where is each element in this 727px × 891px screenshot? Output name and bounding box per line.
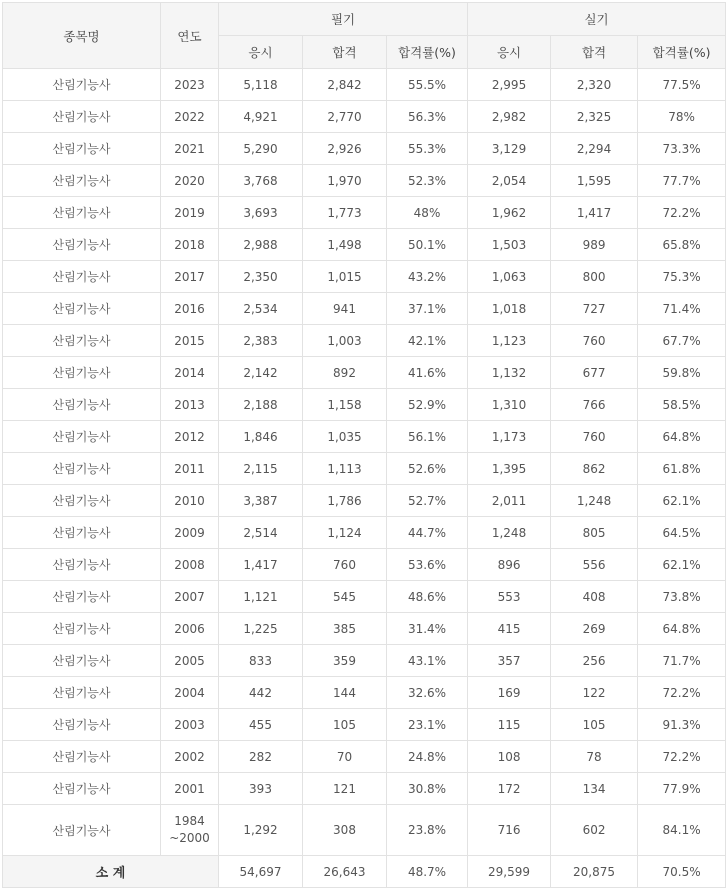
cell-written-rate: 52.9%	[387, 389, 468, 421]
cell-written-passed: 760	[303, 549, 387, 581]
cell-year: 2008	[161, 549, 219, 581]
cell-written-passed: 1,786	[303, 485, 387, 517]
cell-practical-passed: 105	[551, 709, 638, 741]
total-practical-passed: 20,875	[551, 856, 638, 888]
cell-written-applicants: 2,188	[219, 389, 303, 421]
cell-written-rate: 56.3%	[387, 101, 468, 133]
cell-year: 2023	[161, 69, 219, 101]
cell-written-applicants: 2,988	[219, 229, 303, 261]
table-row	[3, 677, 726, 709]
table-row	[3, 261, 726, 293]
table-row	[3, 485, 726, 517]
cell-year: 2010	[161, 485, 219, 517]
cell-practical-rate: 64.8%	[638, 421, 726, 453]
cell-written-passed: 1,124	[303, 517, 387, 549]
cell-year	[161, 805, 219, 856]
cell-written-applicants: 1,225	[219, 613, 303, 645]
cell-name: 산림기능사	[3, 389, 161, 421]
cell-practical-passed: 805	[551, 517, 638, 549]
cell-year: 2002	[161, 741, 219, 773]
cell-practical-rate: 73.3%	[638, 133, 726, 165]
cell-written-passed: 1,970	[303, 165, 387, 197]
total-practical-applicants: 29,599	[468, 856, 551, 888]
cell-written-applicants: 393	[219, 773, 303, 805]
cell-written-rate: 55.3%	[387, 133, 468, 165]
table-row	[3, 517, 726, 549]
cell-practical-rate: 64.8%	[638, 613, 726, 645]
cell-practical-passed: 602	[551, 805, 638, 856]
cell-practical-passed: 989	[551, 229, 638, 261]
cell-written-applicants: 833	[219, 645, 303, 677]
table-row	[3, 165, 726, 197]
cell-practical-applicants: 172	[468, 773, 551, 805]
cell-year: 2017	[161, 261, 219, 293]
table-row	[3, 389, 726, 421]
cell-written-passed: 2,842	[303, 69, 387, 101]
table-header	[3, 3, 726, 69]
cell-practical-applicants: 2,982	[468, 101, 551, 133]
table-row	[3, 613, 726, 645]
header-year: 연도	[161, 3, 219, 69]
total-label: 소 계	[3, 856, 219, 888]
cell-practical-applicants: 357	[468, 645, 551, 677]
cell-name: 산림기능사	[3, 229, 161, 261]
cell-written-rate: 32.6%	[387, 677, 468, 709]
cell-name: 산림기능사	[3, 293, 161, 325]
cell-name: 산림기능사	[3, 613, 161, 645]
cell-written-applicants: 3,693	[219, 197, 303, 229]
cell-written-applicants: 1,292	[219, 805, 303, 856]
cell-year: 2001	[161, 773, 219, 805]
cell-year: 2014	[161, 357, 219, 389]
cell-name: 산림기능사	[3, 197, 161, 229]
header-practical-passed: 합격	[551, 36, 638, 69]
cell-practical-applicants: 1,132	[468, 357, 551, 389]
table-row	[3, 325, 726, 357]
cell-practical-applicants: 115	[468, 709, 551, 741]
cell-practical-rate: 72.2%	[638, 197, 726, 229]
cell-year: 2015	[161, 325, 219, 357]
cell-practical-rate: 75.3%	[638, 261, 726, 293]
cell-written-applicants: 2,534	[219, 293, 303, 325]
cell-written-applicants: 2,514	[219, 517, 303, 549]
cell-practical-applicants: 2,011	[468, 485, 551, 517]
cell-written-applicants: 2,383	[219, 325, 303, 357]
cell-written-passed: 359	[303, 645, 387, 677]
cell-name: 산림기능사	[3, 741, 161, 773]
total-written-rate: 48.7%	[387, 856, 468, 888]
cell-practical-rate: 77.9%	[638, 773, 726, 805]
header-name: 종목명	[3, 3, 161, 69]
cell-written-passed: 941	[303, 293, 387, 325]
cell-practical-rate: 62.1%	[638, 485, 726, 517]
cell-practical-rate: 62.1%	[638, 549, 726, 581]
header-practical-rate: 합격률(%)	[638, 36, 726, 69]
cell-name: 산림기능사	[3, 69, 161, 101]
cell-practical-applicants: 3,129	[468, 133, 551, 165]
cell-practical-rate: 71.7%	[638, 645, 726, 677]
cell-practical-passed: 408	[551, 581, 638, 613]
cell-practical-passed: 269	[551, 613, 638, 645]
table-footer	[3, 856, 726, 888]
cell-practical-passed: 760	[551, 325, 638, 357]
cell-practical-rate: 72.2%	[638, 741, 726, 773]
cell-practical-applicants: 1,248	[468, 517, 551, 549]
cell-practical-passed: 256	[551, 645, 638, 677]
cell-written-rate: 48.6%	[387, 581, 468, 613]
cell-practical-applicants: 1,173	[468, 421, 551, 453]
cell-written-rate: 43.2%	[387, 261, 468, 293]
cell-written-rate: 30.8%	[387, 773, 468, 805]
cell-name: 산림기능사	[3, 325, 161, 357]
cell-practical-passed: 1,248	[551, 485, 638, 517]
cell-practical-rate: 61.8%	[638, 453, 726, 485]
cell-year: 2019	[161, 197, 219, 229]
table-body	[3, 69, 726, 856]
cell-name: 산림기능사	[3, 581, 161, 613]
cell-practical-applicants: 896	[468, 549, 551, 581]
total-written-applicants: 54,697	[219, 856, 303, 888]
cell-name: 산림기능사	[3, 517, 161, 549]
total-practical-rate: 70.5%	[638, 856, 726, 888]
cell-year: 2003	[161, 709, 219, 741]
cell-written-rate: 37.1%	[387, 293, 468, 325]
cell-practical-rate: 78%	[638, 101, 726, 133]
cell-written-passed: 105	[303, 709, 387, 741]
cell-written-applicants: 4,921	[219, 101, 303, 133]
cell-written-rate: 52.3%	[387, 165, 468, 197]
cell-practical-applicants: 1,503	[468, 229, 551, 261]
cell-practical-applicants: 1,310	[468, 389, 551, 421]
cell-written-applicants: 1,417	[219, 549, 303, 581]
statistics-table-container	[2, 2, 725, 888]
cell-name: 산림기능사	[3, 421, 161, 453]
table-row	[3, 133, 726, 165]
cell-practical-rate: 77.7%	[638, 165, 726, 197]
cell-written-passed: 545	[303, 581, 387, 613]
cell-written-passed: 70	[303, 741, 387, 773]
cell-written-rate: 23.8%	[387, 805, 468, 856]
cell-practical-passed: 760	[551, 421, 638, 453]
cell-name: 산림기능사	[3, 645, 161, 677]
cell-written-passed: 385	[303, 613, 387, 645]
cell-practical-passed: 677	[551, 357, 638, 389]
table-row	[3, 773, 726, 805]
cell-written-rate: 44.7%	[387, 517, 468, 549]
cell-written-rate: 24.8%	[387, 741, 468, 773]
cell-practical-applicants: 1,018	[468, 293, 551, 325]
cell-written-passed: 1,003	[303, 325, 387, 357]
cell-written-rate: 52.7%	[387, 485, 468, 517]
cell-practical-passed: 766	[551, 389, 638, 421]
table-row	[3, 293, 726, 325]
cell-written-rate: 41.6%	[387, 357, 468, 389]
cell-practical-applicants: 1,063	[468, 261, 551, 293]
cell-practical-passed: 727	[551, 293, 638, 325]
cell-practical-rate: 77.5%	[638, 69, 726, 101]
cell-year: 2005	[161, 645, 219, 677]
cell-practical-applicants: 716	[468, 805, 551, 856]
cell-practical-rate: 91.3%	[638, 709, 726, 741]
cell-practical-applicants: 108	[468, 741, 551, 773]
cell-practical-passed: 2,320	[551, 69, 638, 101]
cell-year: 2007	[161, 581, 219, 613]
cell-year: 2016	[161, 293, 219, 325]
table-row	[3, 645, 726, 677]
cell-year: 2013	[161, 389, 219, 421]
cell-written-passed: 892	[303, 357, 387, 389]
cell-practical-passed: 800	[551, 261, 638, 293]
table-row	[3, 421, 726, 453]
year-range-end: ~2000	[169, 831, 210, 845]
cell-written-applicants: 3,768	[219, 165, 303, 197]
cell-written-rate: 42.1%	[387, 325, 468, 357]
table-row	[3, 357, 726, 389]
cell-year: 2009	[161, 517, 219, 549]
cell-written-applicants: 282	[219, 741, 303, 773]
cell-written-passed: 2,770	[303, 101, 387, 133]
cell-practical-passed: 2,325	[551, 101, 638, 133]
cell-name: 산림기능사	[3, 165, 161, 197]
cell-written-passed: 1,773	[303, 197, 387, 229]
cell-name: 산림기능사	[3, 101, 161, 133]
cell-written-rate: 48%	[387, 197, 468, 229]
cell-name: 산림기능사	[3, 805, 161, 856]
cell-practical-passed: 134	[551, 773, 638, 805]
cell-practical-passed: 1,417	[551, 197, 638, 229]
pass-rate-table	[2, 2, 726, 888]
cell-year: 2022	[161, 101, 219, 133]
table-row	[3, 741, 726, 773]
cell-written-applicants: 2,115	[219, 453, 303, 485]
cell-practical-rate: 59.8%	[638, 357, 726, 389]
cell-written-rate: 53.6%	[387, 549, 468, 581]
cell-name: 산림기능사	[3, 549, 161, 581]
table-row	[3, 805, 726, 856]
cell-practical-applicants: 169	[468, 677, 551, 709]
cell-practical-rate: 71.4%	[638, 293, 726, 325]
cell-name: 산림기능사	[3, 453, 161, 485]
cell-name: 산림기능사	[3, 261, 161, 293]
table-row	[3, 453, 726, 485]
cell-year: 2021	[161, 133, 219, 165]
cell-practical-rate: 72.2%	[638, 677, 726, 709]
cell-year: 2018	[161, 229, 219, 261]
cell-name: 산림기능사	[3, 773, 161, 805]
cell-name: 산림기능사	[3, 485, 161, 517]
cell-practical-applicants: 1,395	[468, 453, 551, 485]
cell-name: 산림기능사	[3, 357, 161, 389]
cell-year: 2006	[161, 613, 219, 645]
cell-written-applicants: 2,350	[219, 261, 303, 293]
total-row	[3, 856, 726, 888]
cell-written-applicants: 3,387	[219, 485, 303, 517]
cell-practical-passed: 122	[551, 677, 638, 709]
cell-written-rate: 56.1%	[387, 421, 468, 453]
cell-practical-rate: 65.8%	[638, 229, 726, 261]
cell-year: 2004	[161, 677, 219, 709]
cell-name: 산림기능사	[3, 709, 161, 741]
cell-practical-applicants: 553	[468, 581, 551, 613]
cell-written-passed: 1,015	[303, 261, 387, 293]
cell-written-applicants: 5,290	[219, 133, 303, 165]
cell-written-applicants: 1,121	[219, 581, 303, 613]
cell-name: 산림기능사	[3, 677, 161, 709]
table-row	[3, 69, 726, 101]
cell-practical-rate: 58.5%	[638, 389, 726, 421]
cell-practical-applicants: 415	[468, 613, 551, 645]
cell-written-applicants: 455	[219, 709, 303, 741]
header-written-group: 필기	[219, 3, 468, 36]
cell-year: 2011	[161, 453, 219, 485]
cell-practical-rate: 73.8%	[638, 581, 726, 613]
cell-practical-passed: 1,595	[551, 165, 638, 197]
cell-written-passed: 1,035	[303, 421, 387, 453]
cell-written-passed: 308	[303, 805, 387, 856]
table-row	[3, 581, 726, 613]
table-row	[3, 229, 726, 261]
cell-written-passed: 1,113	[303, 453, 387, 485]
cell-practical-passed: 78	[551, 741, 638, 773]
cell-written-applicants: 2,142	[219, 357, 303, 389]
cell-year: 2012	[161, 421, 219, 453]
cell-practical-rate: 64.5%	[638, 517, 726, 549]
cell-written-passed: 1,158	[303, 389, 387, 421]
header-written-rate: 합격률(%)	[387, 36, 468, 69]
cell-written-applicants: 1,846	[219, 421, 303, 453]
cell-practical-applicants: 1,123	[468, 325, 551, 357]
cell-practical-applicants: 1,962	[468, 197, 551, 229]
cell-written-rate: 52.6%	[387, 453, 468, 485]
cell-written-applicants: 442	[219, 677, 303, 709]
table-row	[3, 709, 726, 741]
header-practical-applicants: 응시	[468, 36, 551, 69]
header-written-applicants: 응시	[219, 36, 303, 69]
cell-practical-passed: 862	[551, 453, 638, 485]
cell-name: 산림기능사	[3, 133, 161, 165]
cell-practical-rate: 67.7%	[638, 325, 726, 357]
cell-written-rate: 43.1%	[387, 645, 468, 677]
cell-written-passed: 1,498	[303, 229, 387, 261]
year-range-start: 1984	[174, 814, 205, 828]
table-row	[3, 197, 726, 229]
cell-written-rate: 55.5%	[387, 69, 468, 101]
cell-practical-rate: 84.1%	[638, 805, 726, 856]
header-written-passed: 합격	[303, 36, 387, 69]
cell-practical-passed: 556	[551, 549, 638, 581]
cell-written-rate: 23.1%	[387, 709, 468, 741]
table-row	[3, 549, 726, 581]
cell-year: 2020	[161, 165, 219, 197]
cell-written-passed: 144	[303, 677, 387, 709]
header-practical-group: 실기	[468, 3, 726, 36]
cell-written-rate: 50.1%	[387, 229, 468, 261]
cell-written-rate: 31.4%	[387, 613, 468, 645]
cell-written-passed: 2,926	[303, 133, 387, 165]
cell-written-applicants: 5,118	[219, 69, 303, 101]
cell-practical-applicants: 2,054	[468, 165, 551, 197]
table-row	[3, 101, 726, 133]
total-written-passed: 26,643	[303, 856, 387, 888]
cell-written-passed: 121	[303, 773, 387, 805]
cell-practical-applicants: 2,995	[468, 69, 551, 101]
cell-practical-passed: 2,294	[551, 133, 638, 165]
